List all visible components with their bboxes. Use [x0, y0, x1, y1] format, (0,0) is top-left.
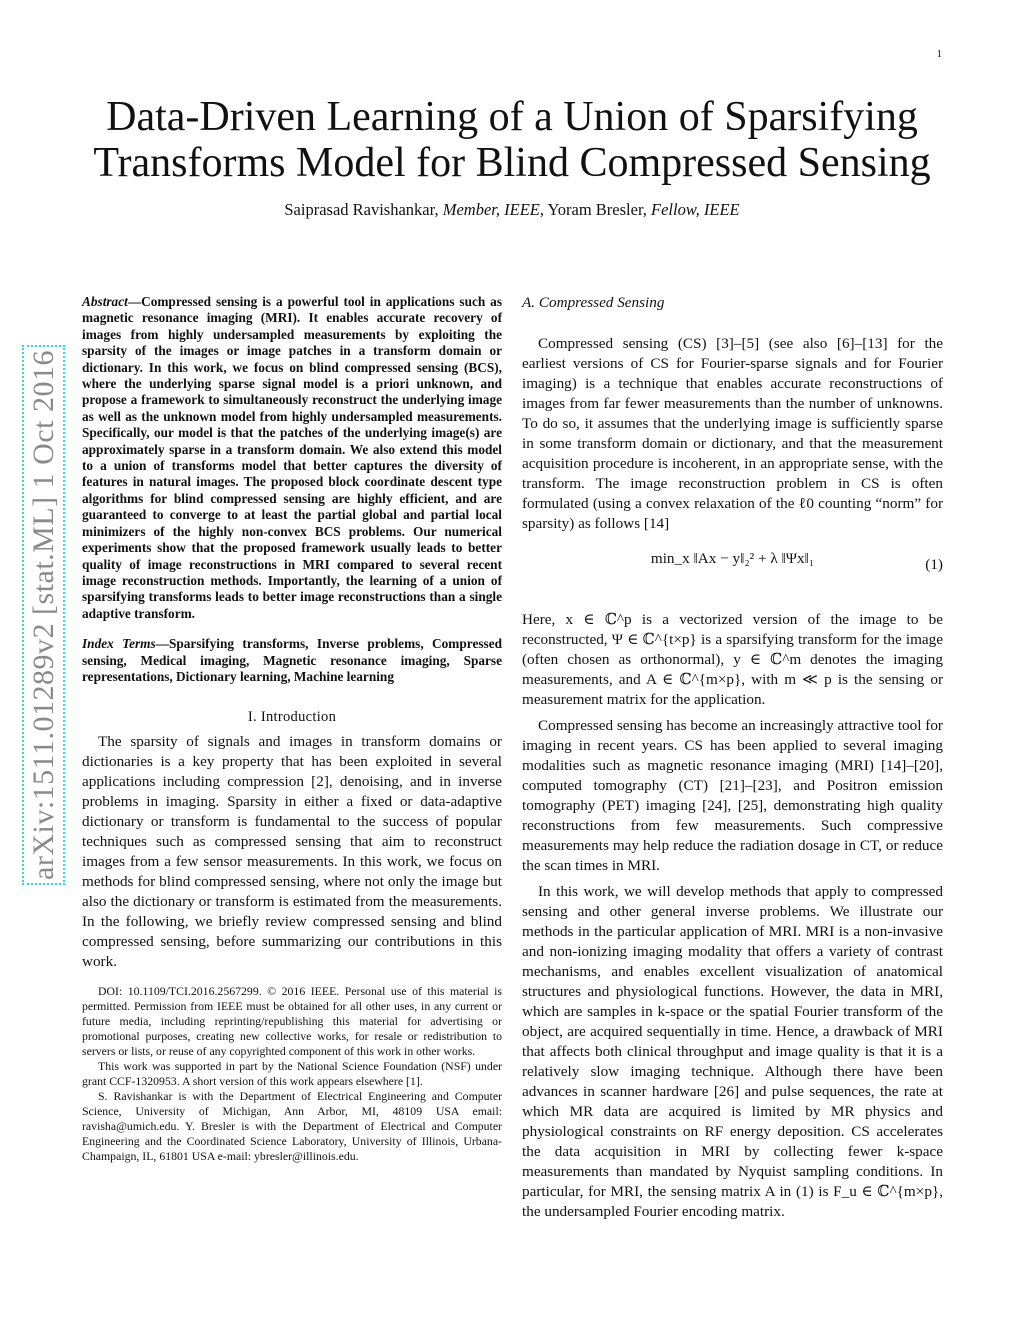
index-terms — [82, 636, 502, 685]
subsection-heading-compressed-sensing: A. Compressed Sensing — [522, 294, 665, 311]
index-terms-label: Index Terms — [82, 636, 156, 652]
author-1: Saiprasad Ravishankar, — [284, 200, 439, 219]
abstract — [82, 294, 502, 622]
equation-number: (1) — [925, 556, 943, 573]
footnote-affiliation: S. Ravishankar is with the Department of Electrical Engineering and Computer Science, University of Michigan, Ann Arbor, MI, 48109 USA email: ravisha@umich.edu. Y. Bresler is with the Department of Electrical and Computer Engineering and the Coordinated Science Laboratory, University of Illinois, Urbana-Champaign, IL, 61801 USA e-mail: ybresler@illinois.edu. — [82, 1089, 502, 1164]
cs-paragraph-1: Compressed sensing (CS) [3]–[5] (see also [6]–[13] for the earliest versions of CS for Fourier-sparse signals and for Fourier imaging) is a technique that enables accurate reconstructions of images from far fewer measurements than the number of unknowns. To do so, it assumes that the underlying image is sufficiently sparse in some transform domain or dictionary, and that the measurement acquisition procedure is incoherent, in an appropriate sense, with the transform. The image reconstruction problem in CS is often formulated (using a convex relaxation of the ℓ0 counting “norm” for sparsity) as follows [14] — [522, 335, 943, 532]
arxiv-identifier — [27, 350, 61, 880]
author-2-role: Fellow, IEEE — [651, 200, 740, 219]
section-heading-introduction: I. Introduction — [247, 709, 337, 726]
cs-paragraph-3: Compressed sensing has become an increasingly attractive tool for imaging in recent years. CS has been applied to several imaging modalities such as magnetic resonance imaging (MRI) [14]–[20], computed tomography (CT) [21]–[23], and Positron emission tomography (PET) imaging [24], [25], demonstrating high quality reconstructions from few measurements. Such compressive measurements may help reduce the radiation dosage in CT, or reduce the scan times in MRI. — [522, 717, 943, 874]
author-line — [80, 200, 944, 220]
index-terms-text: —Sparsifying transforms, Inverse problems, Compressed sensing, Medical imaging, Magnetic resonance imaging, Sparse representations, Dictionary learning, Machine learning — [82, 636, 502, 684]
left-column — [82, 294, 502, 1164]
cs-paragraph-4: In this work, we will develop methods that apply to compressed sensing and other general inverse problems. We illustrate our methods in the particular application of MRI. MRI is a non-invasive and non-ionizing imaging modality that offers a variety of contrast mechanisms, and enables excellent visualization of anatomical structures and physiological functions. However, the data in MRI, which are samples in k-space or the spatial Fourier transform of the object, are acquired sequentially in time. Hence, a drawback of MRI that affects both clinical throughput and image quality is that it is a relatively slow imaging technique. Although there have been advances in scanner hardware [26] and pulse sequences, the rate at which MR data are acquired is limited by MR physics and physiological constraints on RF energy deposition. CS accelerates the data acquisition in MRI by collecting fewer k-space measurements than mandated by Nyquist sampling conditions. In particular, for MRI, the sensing matrix A in (1) is F_u ∈ ℂ^{m×p}, the undersampled Fourier encoding matrix. — [522, 883, 943, 1220]
arxiv-link[interactable]: arXiv:1511.01289v2 [stat.ML] 1 Oct 2016 — [27, 350, 60, 880]
cs-paragraph-2: Here, x ∈ ℂ^p is a vectorized version of the image to be reconstructed, Ψ ∈ ℂ^{t×p} is a sparsifying transform for the image (often chosen as orthonormal), y ∈ ℂ^m denotes the imaging measurements, and A ∈ ℂ^{m×p}, with m ≪ p is the sensing or measurement matrix for the application. — [522, 611, 943, 708]
paper-title: Data-Driven Learning of a Union of Sparsifying Transforms Model for Blind Compressed Sensing — [93, 94, 931, 186]
footnotes — [82, 984, 502, 1164]
right-column — [522, 294, 943, 1222]
intro-paragraph: The sparsity of signals and images in transform domains or dictionaries is a key property that has been exploited in several applications including compression [2], denoising, and in inverse problems in imaging. Sparsity in either a fixed or data-adaptive dictionary or transform is fundamental to the success of popular techniques such as compressed sensing that aim to reconstruct images from a few sensor measurements. In this work, we focus on methods for blind compressed sensing, where not only the image but also the dictionary or transform is estimated from the measurements. In the following, we briefly review compressed sensing and blind compressed sensing, before summarizing our contributions in this work. — [82, 733, 502, 971]
author-1-role: Member, IEEE, — [442, 200, 544, 219]
equation-body: min_x ‖Ax − y‖₂² + λ ‖Ψx‖₁ — [650, 550, 815, 567]
footnote-doi: DOI: 10.1109/TCI.2016.2567299. © 2016 IEEE. Personal use of this material is permitted. Permission from IEEE must be obtained for all other uses, in any current or future media, including reprinting/republishing this material for advertising or promotional purposes, creating new collective works, for resale or redistribution to servers or lists, or reuse of any copyrighted component of this work in other works. — [82, 984, 502, 1059]
footnote-funding: This work was supported in part by the National Science Foundation (NSF) under grant CCF-1320953. A short version of this work appears elsewhere [1]. — [82, 1059, 502, 1089]
equation-1 — [522, 550, 943, 600]
abstract-label: Abstract — [82, 294, 128, 309]
page-number: 1 — [936, 48, 942, 60]
author-2: Yoram Bresler, — [547, 200, 647, 219]
abstract-text: —Compressed sensing is a powerful tool in applications such as magnetic resonance imaging (MRI). It enables accurate recovery of images from highly undersampled measurements by exploiting the sparsity of the images or image patches in a transform domain or dictionary. In this work, we focus on blind compressed sensing (BCS), where the underlying sparse signal model is a priori unknown, and propose a framework to simultaneously reconstruct the underlying image as well as the unknown model from highly undersampled measurements. Specifically, our model is that the patches of the underlying image(s) are approximately sparse in a transform domain. We also extend this model to a union of transforms model that better captures the diversity of features in natural images. The proposed block coordinate descent type algorithms for blind compressed sensing are highly efficient, and are guaranteed to converge to at least the partial global and partial local minimizers of the highly non-convex BCS problems. Our numerical experiments show that the proposed framework usually leads to better quality of image reconstructions in MRI compared to several recent image reconstruction methods. Importantly, the learning of a union of sparsifying transforms leads to better image reconstructions than a single adaptive transform. — [82, 294, 502, 621]
